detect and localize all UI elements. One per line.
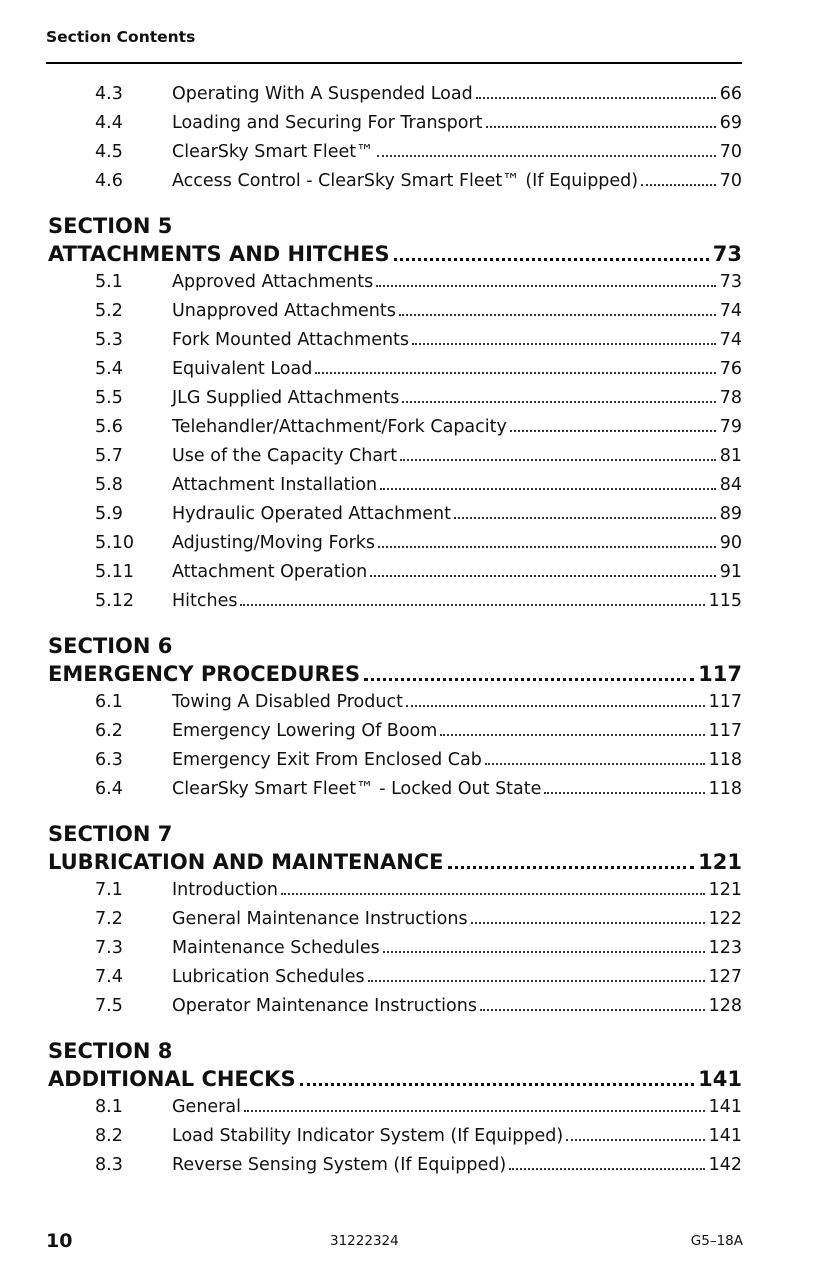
section-label: SECTION 8 xyxy=(48,1039,173,1063)
toc-entry-title: ClearSky Smart Fleet™ xyxy=(172,142,374,162)
dot-leader xyxy=(376,285,716,287)
toc-entry-title: General xyxy=(172,1097,241,1117)
toc-entry-number: 6.2 xyxy=(95,721,123,741)
section-heading[interactable] xyxy=(0,212,825,268)
toc-entry-page-number: 117 xyxy=(708,721,742,741)
toc-entry-page-number: 76 xyxy=(719,359,742,379)
toc-entry-page-number: 115 xyxy=(708,591,742,611)
toc-entry[interactable] xyxy=(0,591,825,620)
dot-leader xyxy=(485,763,705,765)
toc-entry[interactable] xyxy=(0,272,825,301)
toc-entry-page-number: 84 xyxy=(719,475,742,495)
toc-entry[interactable] xyxy=(0,880,825,909)
toc-entry-number: 7.4 xyxy=(95,967,123,987)
toc-entry[interactable] xyxy=(0,938,825,967)
toc-entry-title: Maintenance Schedules xyxy=(172,938,380,958)
footer-page-number: 10 xyxy=(46,1230,73,1252)
dot-leader xyxy=(244,1110,705,1112)
section-label: SECTION 5 xyxy=(48,214,173,238)
toc-entry-page-number: 118 xyxy=(708,750,742,770)
toc-entry-number: 7.3 xyxy=(95,938,123,958)
toc-entry-title: Access Control - ClearSky Smart Fleet™ (If Equipped) xyxy=(172,171,639,191)
toc-entry[interactable] xyxy=(0,446,825,475)
section-label: SECTION 6 xyxy=(48,634,173,658)
dot-leader xyxy=(440,734,704,736)
toc-entry-page-number: 74 xyxy=(719,330,742,350)
section-title: ATTACHMENTS AND HITCHES xyxy=(48,242,390,266)
toc-entry[interactable] xyxy=(0,779,825,808)
toc-entry[interactable] xyxy=(0,1126,825,1155)
toc-entry-number: 8.2 xyxy=(95,1126,123,1146)
header-rule xyxy=(46,62,742,64)
dot-leader xyxy=(377,155,716,157)
toc-entry[interactable] xyxy=(0,967,825,996)
dot-leader xyxy=(364,678,694,681)
toc-entry-title: Attachment Operation xyxy=(172,562,368,582)
section-page-number: 121 xyxy=(698,850,742,874)
toc-entry-title: Operator Maintenance Instructions xyxy=(172,996,477,1016)
page-header-title: Section Contents xyxy=(46,28,196,46)
toc-entry-title: Attachment Installation xyxy=(172,475,378,495)
section-title: ADDITIONAL CHECKS xyxy=(48,1067,296,1091)
toc-entry[interactable] xyxy=(0,84,825,113)
toc-entry[interactable] xyxy=(0,1155,825,1184)
dot-leader xyxy=(641,184,716,186)
toc-entry-page-number: 142 xyxy=(708,1155,742,1175)
dot-leader xyxy=(368,980,705,982)
toc-entry-page-number: 79 xyxy=(719,417,742,437)
toc-entry-number: 4.6 xyxy=(95,171,123,191)
dot-leader xyxy=(300,1083,695,1086)
toc-entry-page-number: 66 xyxy=(719,84,742,104)
dot-leader xyxy=(383,951,705,953)
footer-doc-number: 31222324 xyxy=(330,1233,399,1249)
toc-entry[interactable] xyxy=(0,909,825,938)
toc-entry[interactable] xyxy=(0,171,825,200)
footer-model: G5–18A xyxy=(690,1233,743,1249)
toc-entry-page-number: 117 xyxy=(708,692,742,712)
dot-leader xyxy=(281,893,705,895)
toc-entry-page-number: 118 xyxy=(708,779,742,799)
toc-entry-number: 7.5 xyxy=(95,996,123,1016)
toc-entry-number: 6.1 xyxy=(95,692,123,712)
toc-entry-page-number: 123 xyxy=(708,938,742,958)
toc-entry-title: Emergency Exit From Enclosed Cab xyxy=(172,750,482,770)
toc-entry-number: 5.5 xyxy=(95,388,123,408)
toc-entry-number: 5.1 xyxy=(95,272,123,292)
section-title: LUBRICATION AND MAINTENANCE xyxy=(48,850,444,874)
toc-entry-number: 4.4 xyxy=(95,113,123,133)
toc-entry-number: 5.6 xyxy=(95,417,123,437)
toc-entry[interactable] xyxy=(0,692,825,721)
toc-entry-title: Equivalent Load xyxy=(172,359,313,379)
toc-entry-title: Hydraulic Operated Attachment xyxy=(172,504,452,524)
dot-leader xyxy=(394,258,709,261)
toc-entry-page-number: 69 xyxy=(719,113,742,133)
toc-entry-number: 5.10 xyxy=(95,533,134,553)
toc-entry[interactable] xyxy=(0,533,825,562)
dot-leader xyxy=(544,792,704,794)
toc-entry-title: Lubrication Schedules xyxy=(172,967,365,987)
toc-entry[interactable] xyxy=(0,113,825,142)
toc-entry[interactable] xyxy=(0,996,825,1025)
section-title-line xyxy=(48,848,742,876)
section-label: SECTION 7 xyxy=(48,822,173,846)
toc-entry-title: Reverse Sensing System (If Equipped) xyxy=(172,1155,507,1175)
toc-entry[interactable] xyxy=(0,504,825,533)
dot-leader xyxy=(509,1168,704,1170)
toc-entry-number: 4.5 xyxy=(95,142,123,162)
section-title-line xyxy=(48,660,742,688)
toc-entry[interactable] xyxy=(0,750,825,779)
dot-leader xyxy=(566,1139,704,1141)
toc-entry-number: 8.3 xyxy=(95,1155,123,1175)
toc-entry[interactable] xyxy=(0,388,825,417)
toc-entry-page-number: 89 xyxy=(719,504,742,524)
toc-entry-number: 6.4 xyxy=(95,779,123,799)
dot-leader xyxy=(480,1009,705,1011)
toc-entry[interactable] xyxy=(0,475,825,504)
toc-entry[interactable] xyxy=(0,417,825,446)
toc-entry-page-number: 127 xyxy=(708,967,742,987)
toc-entry-page-number: 128 xyxy=(708,996,742,1016)
dot-leader xyxy=(240,604,704,606)
toc-entry-number: 7.1 xyxy=(95,880,123,900)
toc-entry-title: Unapproved Attachments xyxy=(172,301,396,321)
toc-entry-number: 5.2 xyxy=(95,301,123,321)
dot-leader xyxy=(400,459,716,461)
toc-entry-title: Load Stability Indicator System (If Equipped) xyxy=(172,1126,564,1146)
toc-entry-number: 5.3 xyxy=(95,330,123,350)
section-title: EMERGENCY PROCEDURES xyxy=(48,662,361,686)
toc-entry-page-number: 121 xyxy=(708,880,742,900)
dot-leader xyxy=(406,705,705,707)
toc-entry-page-number: 81 xyxy=(719,446,742,466)
dot-leader xyxy=(370,575,715,577)
toc-entry-number: 5.8 xyxy=(95,475,123,495)
section-heading[interactable] xyxy=(0,1037,825,1093)
toc-entry-title: Approved Attachments xyxy=(172,272,374,292)
dot-leader xyxy=(402,401,715,403)
section-heading[interactable] xyxy=(0,820,825,876)
dot-leader xyxy=(454,517,716,519)
toc-entry[interactable] xyxy=(0,721,825,750)
toc-entry-page-number: 141 xyxy=(708,1097,742,1117)
toc-entry-page-number: 78 xyxy=(719,388,742,408)
dot-leader xyxy=(399,314,716,316)
toc-entry-title: JLG Supplied Attachments xyxy=(172,388,400,408)
toc-entry-number: 4.3 xyxy=(95,84,123,104)
toc-entry-title: Loading and Securing For Transport xyxy=(172,113,483,133)
toc-entry[interactable] xyxy=(0,330,825,359)
dot-leader xyxy=(471,922,705,924)
toc-entry-page-number: 73 xyxy=(719,272,742,292)
toc-entry-title: Fork Mounted Attachments xyxy=(172,330,410,350)
toc-entry-page-number: 141 xyxy=(708,1126,742,1146)
toc-entry[interactable] xyxy=(0,1097,825,1126)
toc-entry[interactable] xyxy=(0,301,825,330)
toc-entry-title: Telehandler/Attachment/Fork Capacity xyxy=(172,417,507,437)
toc-entry-number: 5.12 xyxy=(95,591,134,611)
toc-entry-number: 8.1 xyxy=(95,1097,123,1117)
toc-entry-title: General Maintenance Instructions xyxy=(172,909,468,929)
section-heading[interactable] xyxy=(0,632,825,688)
toc-entry-number: 5.7 xyxy=(95,446,123,466)
toc-entry-page-number: 90 xyxy=(719,533,742,553)
toc-entry-number: 5.11 xyxy=(95,562,134,582)
table-of-contents xyxy=(0,84,825,1184)
section-title-line xyxy=(48,240,742,268)
toc-entry-page-number: 74 xyxy=(719,301,742,321)
dot-leader xyxy=(315,372,715,374)
dot-leader xyxy=(378,546,716,548)
toc-entry-page-number: 91 xyxy=(719,562,742,582)
toc-entry-title: Introduction xyxy=(172,880,278,900)
toc-entry-title: ClearSky Smart Fleet™ - Locked Out State xyxy=(172,779,542,799)
toc-entry-page-number: 70 xyxy=(719,142,742,162)
dot-leader xyxy=(412,343,716,345)
toc-entry-number: 5.9 xyxy=(95,504,123,524)
toc-entry-title: Towing A Disabled Product xyxy=(172,692,403,712)
toc-entry[interactable] xyxy=(0,562,825,591)
toc-entry-number: 7.2 xyxy=(95,909,123,929)
toc-entry[interactable] xyxy=(0,142,825,171)
toc-entry-title: Adjusting/Moving Forks xyxy=(172,533,376,553)
toc-entry-title: Hitches xyxy=(172,591,238,611)
dot-leader xyxy=(510,430,716,432)
toc-entry-number: 6.3 xyxy=(95,750,123,770)
toc-entry-title: Use of the Capacity Chart xyxy=(172,446,398,466)
toc-entry-page-number: 70 xyxy=(719,171,742,191)
toc-entry-page-number: 122 xyxy=(708,909,742,929)
dot-leader xyxy=(486,126,716,128)
section-page-number: 73 xyxy=(712,242,742,266)
toc-entry-number: 5.4 xyxy=(95,359,123,379)
section-page-number: 117 xyxy=(698,662,742,686)
toc-entry-title: Emergency Lowering Of Boom xyxy=(172,721,438,741)
section-title-line xyxy=(48,1065,742,1093)
dot-leader xyxy=(476,97,716,99)
section-page-number: 141 xyxy=(698,1067,742,1091)
dot-leader xyxy=(448,866,695,869)
toc-entry[interactable] xyxy=(0,359,825,388)
toc-entry-title: Operating With A Suspended Load xyxy=(172,84,473,104)
dot-leader xyxy=(380,488,716,490)
